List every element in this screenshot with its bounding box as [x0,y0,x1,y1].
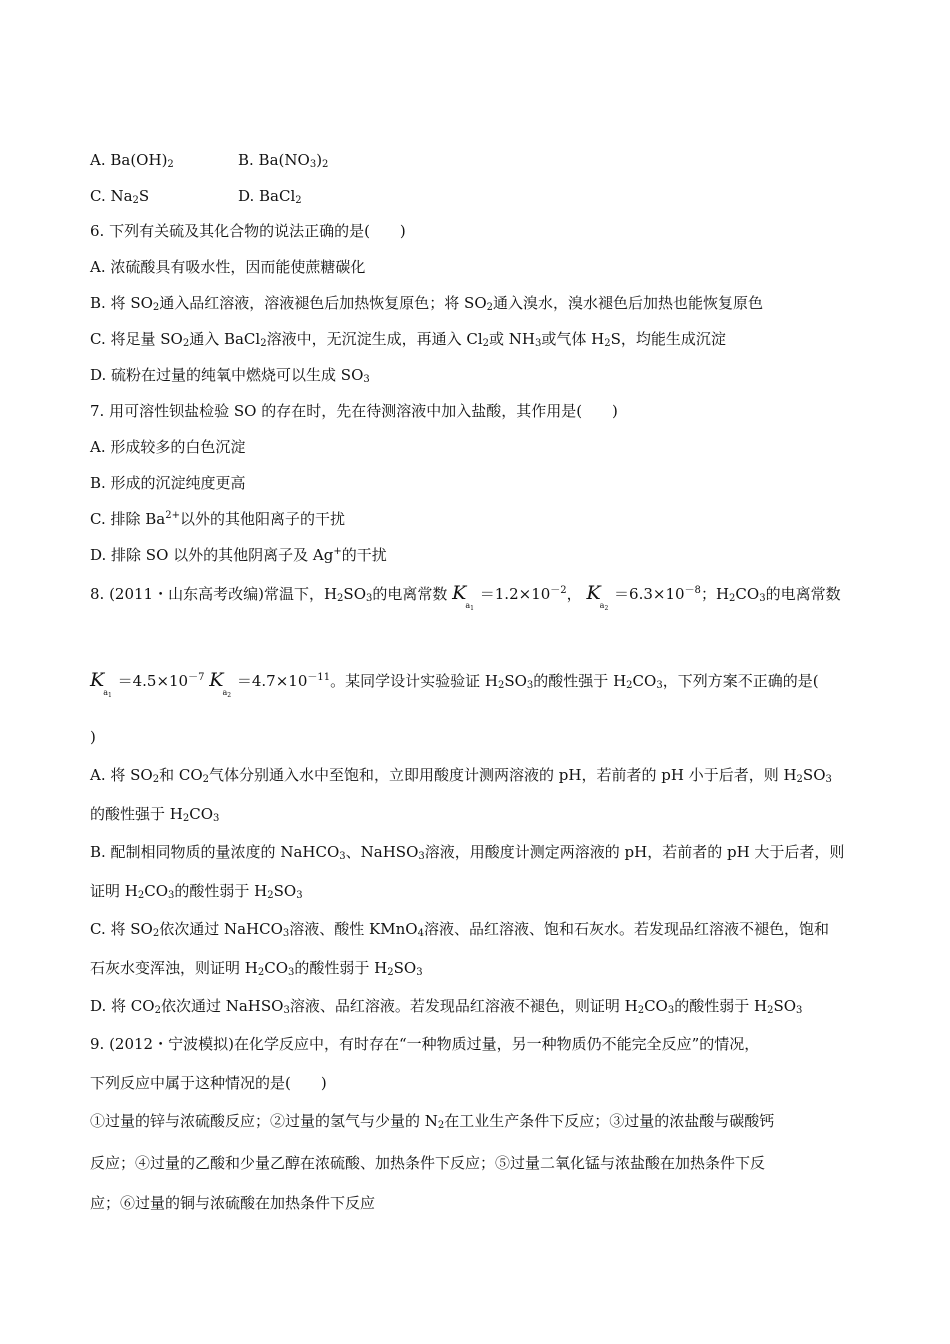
option-5a: A. $Ba(OH)_2$ [90,151,174,170]
question-9-line2: 下列反应中属于这种情况的是( ) [90,1074,327,1092]
ka2-symbol: K [586,582,601,604]
question-9-items-line3: 应；⑥过量的铜与浓硫酸在加热条件下反应 [90,1194,376,1212]
ka1-symbol: K [90,669,105,691]
option-8b-line2: 证明 $H_2CO_3$的酸性弱于 $H_2SO_3$ [90,882,303,901]
option-5c: C. $Na_2S$ [90,187,150,206]
option-7c: C. 排除 $Ba^{2+}$以外的其他阳离子的干扰 [90,510,345,528]
option-8a: A. 将 $SO_2$和 $CO_2$气体分别通入水中至饱和，立即用酸度计测两溶液的 pH，若前者的 pH 小于后者，则 $H_2SO_3$ [90,766,832,785]
option-8b: B. 配制相同物质的量浓度的 NaHCO$_3$、NaHSO$_3$溶液，用酸度计测定两溶液的 pH，若前者的 pH 大于后者，则 [90,843,845,862]
option-8c-line2: 石灰水变浑浊，则证明 $H_2CO_3$的酸性弱于 $H_2SO_3$ [90,959,423,978]
question-7: 7. 用可溶性钡盐检验 SO 的存在时，先在待测溶液中加入盐酸，其作用是( ) [90,402,618,420]
question-8-line2: $K_{a_1} =4.5\times 10^{-7}$ $K_{a_2} =4.7\times 10^{-11}$。某同学设计实验验证 $H_2SO_3$的酸性强于 $H_2CO_3$，下列方案不正确的是( [90,669,819,699]
question-9-items-line2: 反应；④过量的乙酸和少量乙醇在浓硫酸、加热条件下反应；⑤过量二氧化锰与浓盐酸在加热条件下反 [90,1154,766,1172]
option-8c: C. 将 $SO_2$依次通过 NaHCO$_3$溶液、酸性 KMnO$_4$溶液、品红溶液、饱和石灰水。若发现品红溶液不褪色，饱和 [90,920,829,939]
question-6: 6. 下列有关硫及其化合物的说法正确的是( ) [90,222,406,240]
option-8a-line2: 的酸性强于 $H_2CO_3$ [90,805,220,824]
option-7a: A. 形成较多的白色沉淀 [90,438,246,456]
ka1-symbol: K [452,582,467,604]
option-5b: B. $Ba(NO_3)_2$ [238,151,329,170]
option-5d: D. BaCl$_2$ [238,187,302,206]
question-8-line3: ) [90,728,96,746]
option-6b: B. 将 $SO_2$通入品红溶液，溶液褪色后加热恢复原色；将 $SO_2$通入溴水，溴水褪色后加热也能恢复原色 [90,294,764,313]
question-9: 9. (2012・宁波模拟)在化学反应中，有时存在“一种物质过量，另一种物质仍不能完全反应”的情况， [90,1035,760,1053]
option-6a: A. 浓硫酸具有吸水性，因而能使蔗糖碳化 [90,258,366,276]
option-7b: B. 形成的沉淀纯度更高 [90,474,246,492]
question-8: 8. (2011・山东高考改编)常温下，$H_2SO_3$的电离常数 $K_{a_1} =1.2\times 10^{-2}$， $K_{a_2} =6.3\times 10^{-8}$；$H_2CO_3$的电离常数 [90,582,841,612]
question-9-items: ①过量的锌与浓硫酸反应；②过量的氢气与少量的 $N_2$在工业生产条件下反应；③过量的浓盐酸与碳酸钙 [90,1112,775,1131]
option-6c: C. 将足量 $SO_2$通入 BaCl$_2$溶液中，无沉淀生成，再通入 $Cl_2$或 $NH_3$或气体 $H_2S$，均能生成沉淀 [90,330,726,349]
ka2-symbol: K [209,669,224,691]
option-8d: D. 将 $CO_2$依次通过 NaHSO$_3$溶液、品红溶液。若发现品红溶液不褪色，则证明 $H_2CO_3$的酸性弱于 $H_2SO_3$ [90,997,803,1016]
option-7d: D. 排除 SO 以外的其他阴离子及 Ag+的干扰 [90,546,387,564]
option-6d: D. 硫粉在过量的纯氧中燃烧可以生成 $SO_3$ [90,366,370,385]
